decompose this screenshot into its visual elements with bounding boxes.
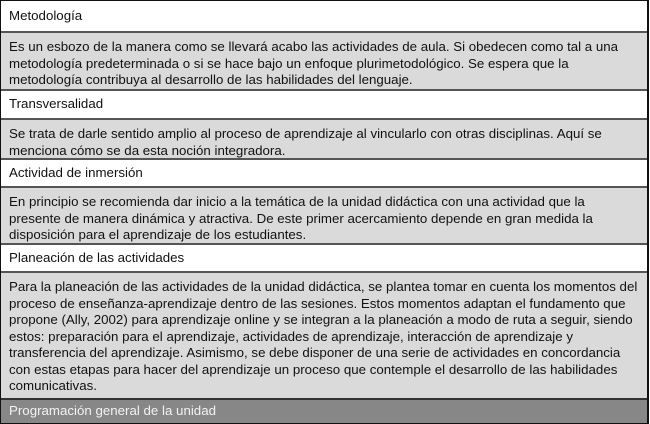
section-text: En principio se recomienda dar inicio a la temática de la unidad didáctica con una actividad que la presente de manera dinámica y atractiva. De este primer acercamiento depende en gran medida la disposición para el aprendizaje de los estudiantes. [9, 194, 593, 242]
section-title: Transversalidad [9, 96, 104, 112]
section-title: Planeación de las actividades [9, 249, 185, 265]
section-title: Actividad de inmersión [9, 164, 143, 180]
section-header-programacion-general [1, 398, 647, 423]
section-body-transversalidad [1, 118, 647, 158]
section-text: Para la planeación de las actividades de la unidad didáctica, se plantea tomar en cuenta los momentos del proceso de enseñanza-aprendizaje dentro de las sesiones. Estos momentos adaptan el fundamento que propone (Ally, 2002) para aprendizaje online y se integran a la planeación a modo de ruta a seguir, siendo estos: preparación para el aprendizaje, actividades de aprendizaje, interacción de aprendizaje y transferencia del aprendizaje. Asimismo, se debe disponer de una serie de actividades en concordancia con estas etapas para hacer del aprendizaje un proceso que contemple el desarrollo de las habilidades comunicativas. [9, 279, 638, 393]
section-body-planeacion [1, 271, 647, 398]
section-header-metodologia [1, 1, 647, 31]
section-title: Metodología [9, 7, 83, 23]
section-body-actividad-inmersion [1, 186, 647, 243]
footer-title: Programación general de la unidad [9, 403, 216, 419]
section-header-planeacion [1, 243, 647, 271]
section-body-metodologia [1, 31, 647, 89]
section-text: Se trata de darle sentido amplio al proceso de aprendizaje al vincularlo con otras disciplinas. Aquí se menciona cómo se da esta noción integradora. [9, 126, 602, 158]
section-header-actividad-inmersion [1, 158, 647, 186]
section-text: Es un esbozo de la manera como se llevará acabo las actividades de aula. Si obedecen como tal a una metodología predeterminada o si se hace bajo un enfoque plurimetodológico. Se espera que la metodología contribuya al desarrollo de las habilidades del lenguaje. [9, 39, 619, 87]
section-header-transversalidad [1, 89, 647, 118]
